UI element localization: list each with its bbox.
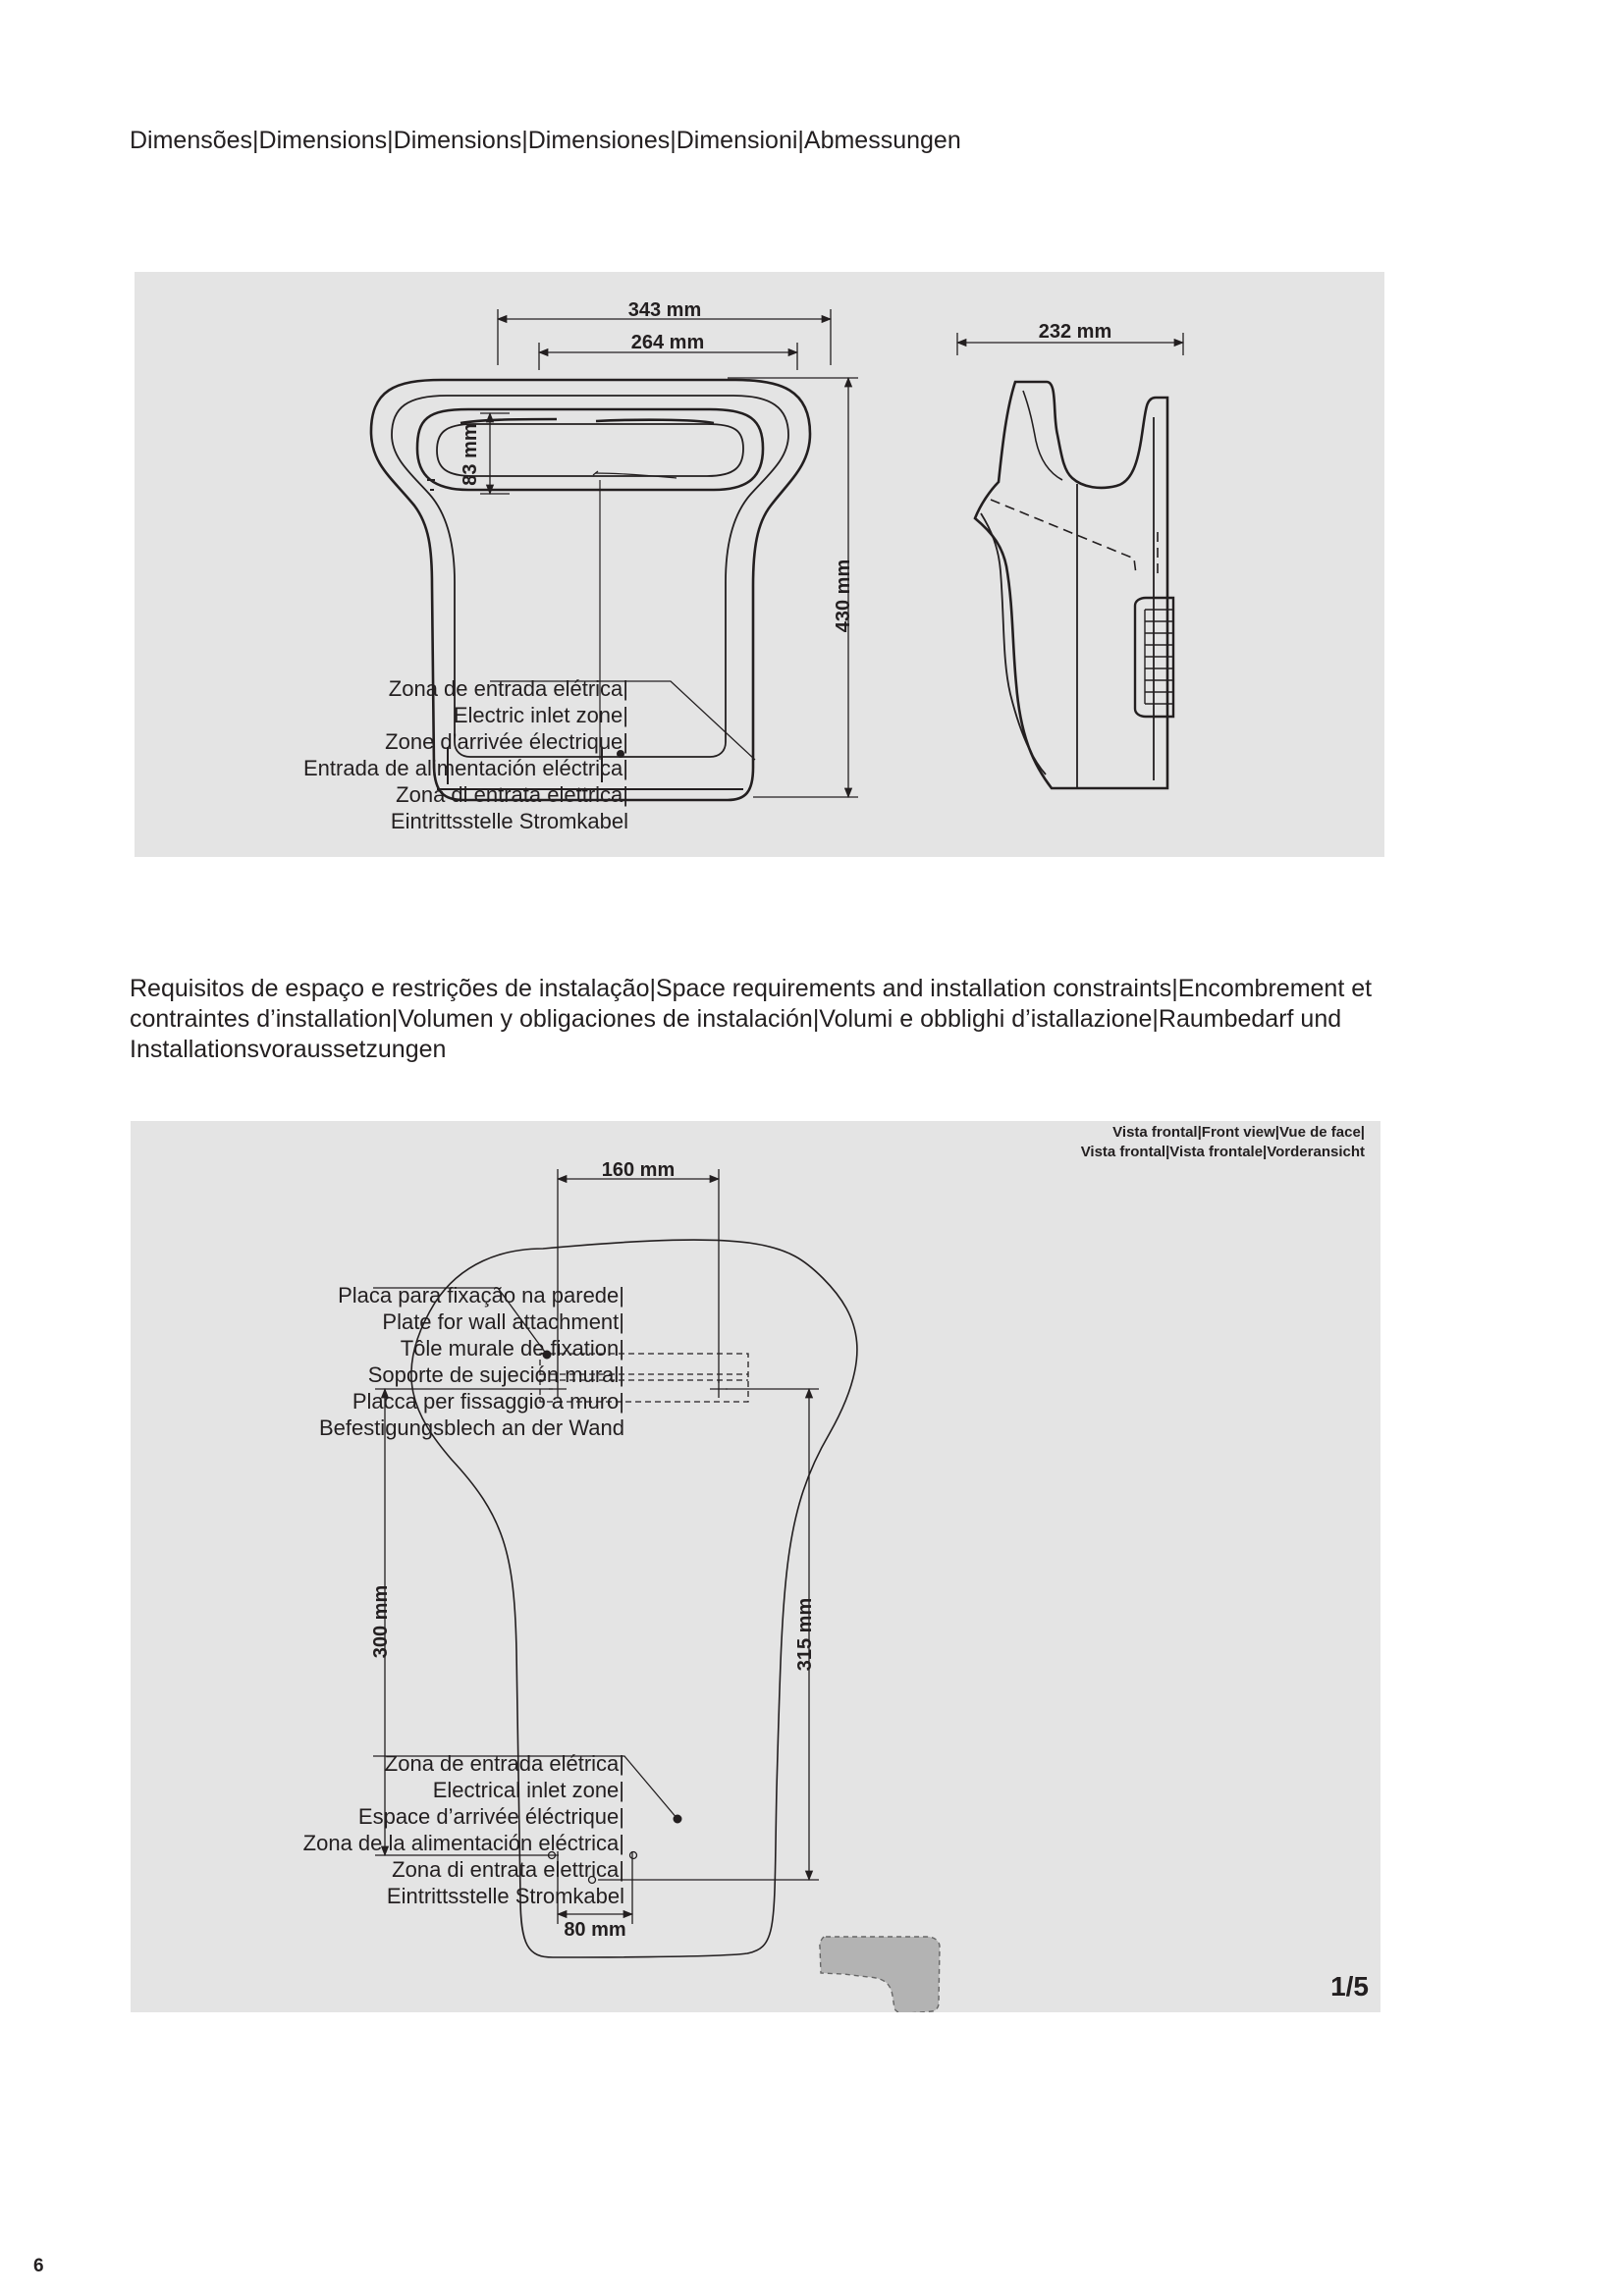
electric-inlet-label: Zona de entrada elétrica| Electric inlet zone| Zone d’arrivée électrique| Entrada de alimentación eléctrica| Zona di entrata elettrica| Eintrittsstelle Stromkabel xyxy=(302,676,628,833)
depth-label: 232 mm xyxy=(1038,321,1112,343)
dryer-side-outline xyxy=(975,382,1173,788)
bottom-spacing-label: 80 mm xyxy=(564,1919,626,1941)
scale-ratio: 1/5 xyxy=(1330,1971,1369,2002)
dimensions-title: Dimensões|Dimensions|Dimensions|Dimensiones|Dimensioni|Abmessungen xyxy=(130,127,961,154)
plate-spacing-label: 160 mm xyxy=(601,1159,676,1181)
total-height-label: 430 mm xyxy=(833,559,854,633)
height-right-label: 315 mm xyxy=(794,1597,816,1672)
electrical-inlet-label: Zona de entrada elétrica| Electrical inlet zone| Espace d’arrivée éléctrique| Zona de la alimentación eléctrica| Zona di entrata elettrica| Eintrittsstelle Stromkabel xyxy=(302,1751,624,1908)
dimensions-panel xyxy=(135,272,1384,857)
front-view-caption: Vista frontal|Front view|Vue de face| Vista frontal|Vista frontale|Vorderansicht xyxy=(1080,1124,1365,1160)
opening-height-label: 83 mm xyxy=(460,423,481,486)
page-number: 6 xyxy=(33,2256,44,2276)
wall-plate-label: Placa para fixação na parede| Plate for wall attachment| Tôle murale de fixation| Soporte de sujeción mural| Placca per fissaggio a muro| Befestigungsblech an der Wand xyxy=(318,1283,624,1440)
width-inner-label: 264 mm xyxy=(630,332,705,353)
height-left-label: 300 mm xyxy=(370,1584,392,1659)
inlet-zone xyxy=(820,1937,940,2012)
space-requirements-title: Requisitos de espaço e restrições de instalação|Space requirements and installation constraints|Encombrement et contraintes d’installation|Volumen y obligaciones de instalación|Volumi e obblighi d’istallazione|Raumbedarf und Installationsvoraussetzungen xyxy=(130,975,1373,1063)
width-outer-label: 343 mm xyxy=(627,299,702,321)
space-requirements-panel xyxy=(131,1121,1380,2012)
